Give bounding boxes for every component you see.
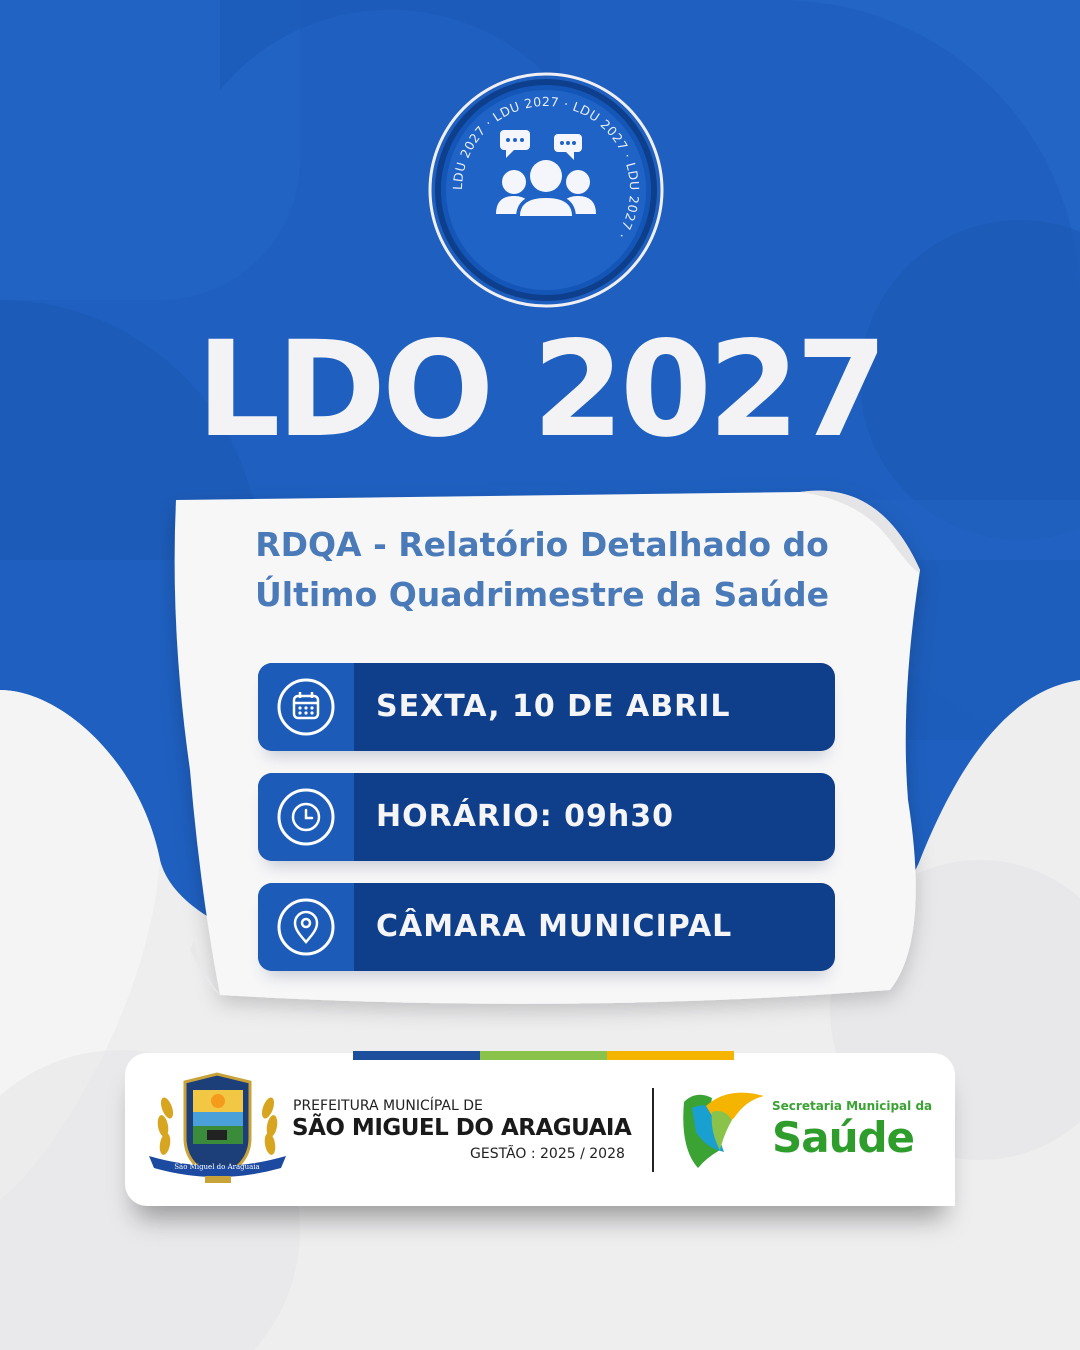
saude-logo-icon: [676, 1088, 768, 1172]
municipal-crest-logo: [145, 1068, 290, 1193]
time-row: [258, 773, 835, 861]
date-row: [258, 663, 835, 751]
prefeitura-top-text: PREFEITURA MUNICÍPAL DE: [293, 1098, 483, 1114]
location-pin-icon: [277, 898, 335, 956]
date-icon-box: [258, 663, 354, 751]
crest-banner-text: São Miguel do Araguaia: [174, 1163, 260, 1171]
secretaria-big-text: Saúde: [772, 1113, 915, 1162]
stripe-green: [480, 1051, 607, 1060]
gestao-text: GESTÃO : 2025 / 2028: [470, 1146, 625, 1162]
time-label: HORÁRIO: 09h30: [376, 799, 674, 834]
clock-icon: [277, 788, 335, 846]
time-icon-box: [258, 773, 354, 861]
calendar-icon: [277, 678, 335, 736]
stripe-blue: [353, 1051, 480, 1060]
event-subtitle: [200, 520, 884, 620]
color-stripes: [353, 1051, 733, 1060]
location-label: CÂMARA MUNICIPAL: [376, 909, 733, 944]
footer-divider: [652, 1088, 654, 1172]
subtitle-line-2: Último Quadrimestre da Saúde: [254, 575, 829, 614]
secretaria-small-text: Secretaria Municipal da: [772, 1099, 933, 1113]
location-icon-box: [258, 883, 354, 971]
date-label: SEXTA, 10 DE ABRIL: [376, 689, 731, 724]
prefeitura-name: SÃO MIGUEL DO ARAGUAIA: [292, 1115, 632, 1141]
page-title: LDO 2027: [196, 313, 884, 467]
location-row: [258, 883, 835, 971]
stripe-yellow: [607, 1051, 734, 1060]
subtitle-line-1: RDQA - Relatório Detalhado do: [255, 525, 829, 564]
ldu-badge: [428, 72, 664, 308]
badge-ring-text: LDU 2027 · LDU 2027 · LDU 2027 · LDU 2027 ·: [449, 93, 643, 242]
